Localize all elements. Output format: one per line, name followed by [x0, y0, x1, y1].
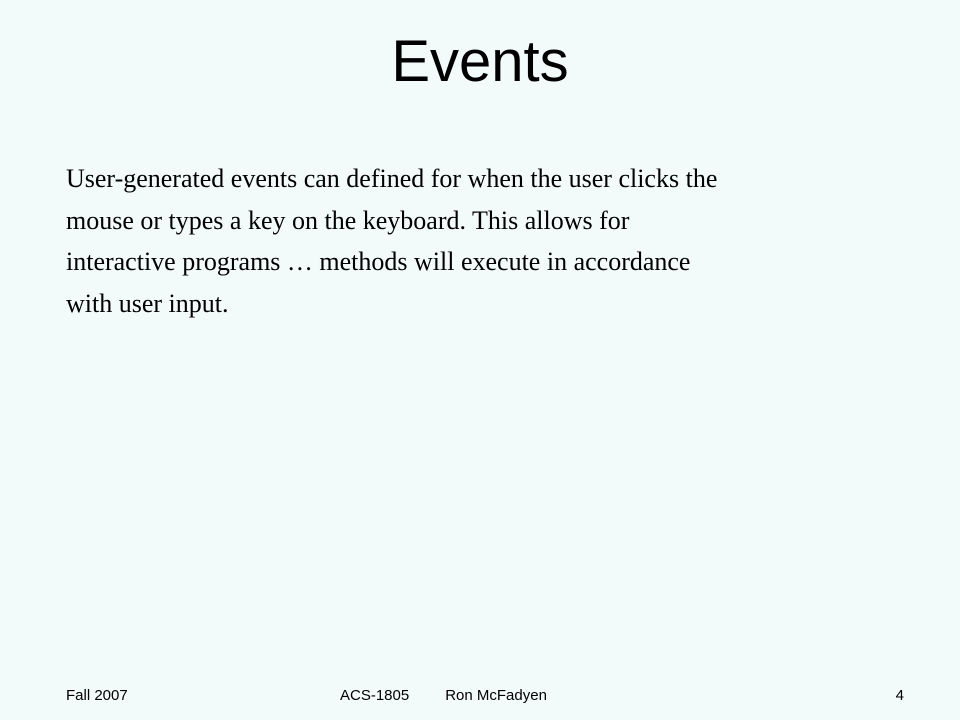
- body-line: mouse or types a key on the keyboard. This allows for: [66, 205, 630, 235]
- footer-date: Fall 2007: [66, 687, 128, 704]
- footer-author: Ron McFadyen: [445, 687, 547, 704]
- slide-title: Events: [391, 29, 569, 94]
- footer-page-number: 4: [895, 687, 904, 704]
- body-line: User-generated events can defined for when the user clicks the: [66, 164, 718, 193]
- body-line: interactive programs … methods will execute in accordance: [66, 247, 691, 276]
- footer-course: ACS-1805: [340, 687, 410, 704]
- footer-center: [340, 686, 640, 706]
- body-line: with user input.: [66, 288, 229, 318]
- slide-body-text: [66, 158, 866, 324]
